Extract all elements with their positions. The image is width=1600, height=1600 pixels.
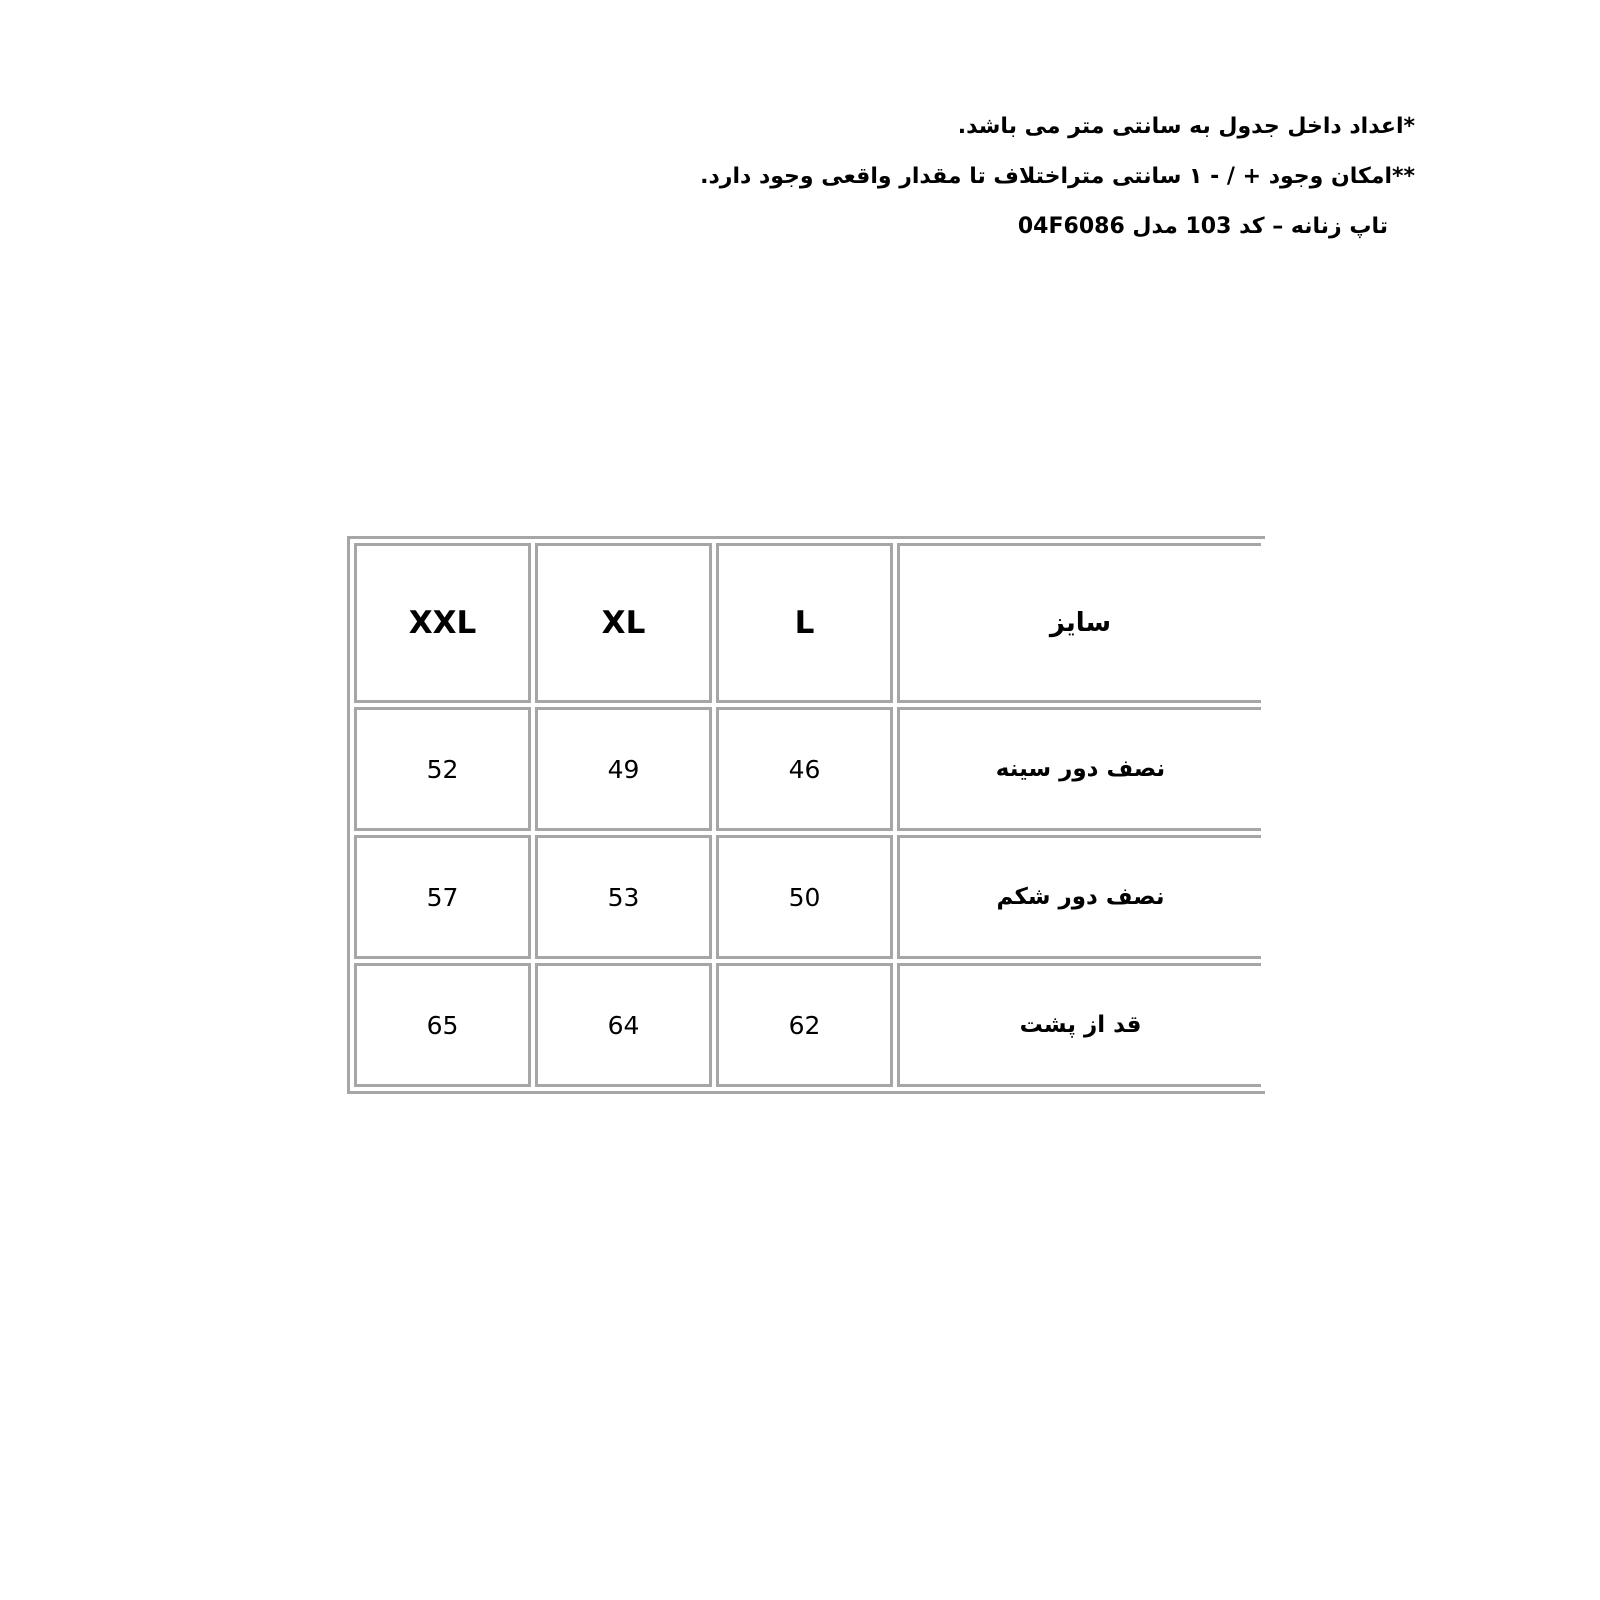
header-size-cell bbox=[354, 543, 531, 703]
header-size-cell bbox=[716, 543, 893, 703]
value-cell bbox=[716, 835, 893, 959]
size-table bbox=[347, 536, 1265, 1094]
header-size-cell bbox=[535, 543, 712, 703]
table-row bbox=[354, 963, 1261, 1087]
note-tolerance: **امکان وجود + / - ۱ سانتی متراختلاف تا مقدار واقعی وجود دارد. bbox=[700, 164, 1415, 189]
table-header-row bbox=[354, 543, 1261, 703]
waist-l-value: 50 bbox=[788, 882, 821, 912]
chest-l-value: 46 bbox=[788, 754, 821, 784]
value-cell bbox=[535, 963, 712, 1087]
value-cell bbox=[716, 963, 893, 1087]
note-units: *اعداد داخل جدول به سانتی متر می باشد. bbox=[957, 114, 1415, 139]
row-label-chest: نصف دور سینه bbox=[995, 756, 1166, 782]
value-cell bbox=[535, 835, 712, 959]
length-xxl-value: 65 bbox=[426, 1010, 459, 1040]
value-cell bbox=[354, 963, 531, 1087]
row-label-back-length: قد از پشت bbox=[1019, 1012, 1142, 1038]
table-row bbox=[354, 707, 1261, 831]
chest-xxl-value: 52 bbox=[426, 754, 459, 784]
row-label-waist: نصف دور شکم bbox=[996, 884, 1165, 910]
size-table-container bbox=[347, 536, 1265, 1094]
length-xl-value: 64 bbox=[607, 1010, 640, 1040]
size-xl: XL bbox=[601, 605, 646, 641]
value-cell bbox=[354, 707, 531, 831]
row-label-cell bbox=[897, 963, 1261, 1087]
row-label-cell bbox=[897, 835, 1261, 959]
waist-xl-value: 53 bbox=[607, 882, 640, 912]
value-cell bbox=[354, 835, 531, 959]
value-cell bbox=[535, 707, 712, 831]
size-xxl: XXL bbox=[408, 605, 477, 641]
header-label: سایز bbox=[1049, 608, 1112, 638]
table-row bbox=[354, 835, 1261, 959]
chest-xl-value: 49 bbox=[607, 754, 640, 784]
row-label-cell bbox=[897, 707, 1261, 831]
size-l: L bbox=[794, 605, 815, 641]
product-title: تاپ زنانه – کد 103 مدل 04F6086 bbox=[1017, 214, 1388, 239]
value-cell bbox=[716, 707, 893, 831]
length-l-value: 62 bbox=[788, 1010, 821, 1040]
waist-xxl-value: 57 bbox=[426, 882, 459, 912]
header-label-cell bbox=[897, 543, 1261, 703]
notes-block bbox=[515, 112, 1415, 262]
